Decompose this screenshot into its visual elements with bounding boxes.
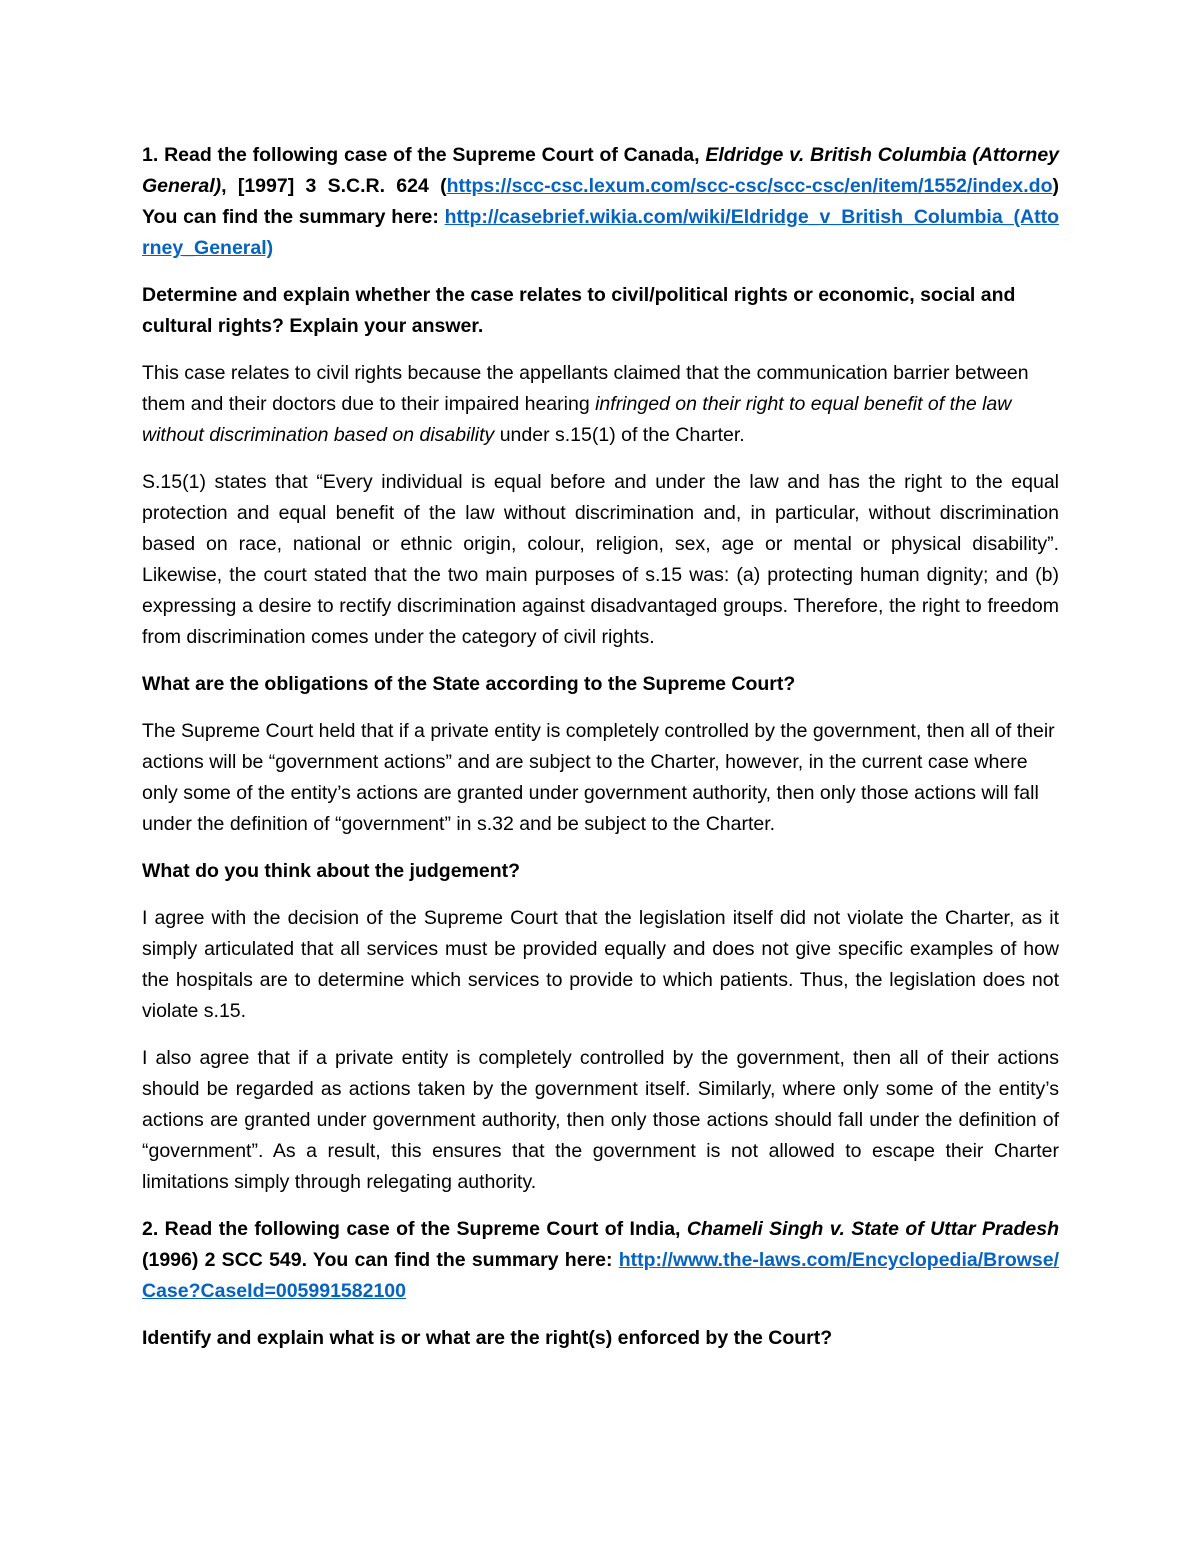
question-1c: What do you think about the judgement? xyxy=(142,860,521,882)
question-1a: Determine and explain whether the case relates to civil/political rights or economic, social and cultural rights? Explain your answer. xyxy=(142,284,1016,337)
answer-1b: The Supreme Court held that if a private entity is completely controlled by the government, then all of their actions will be “government actions” and are subject to the Charter, however, in the current case where only some of the entity’s actions are granted under government authority, then only those actions will fall under the definition of “government” in s.32 and be subject to the Charter. xyxy=(142,720,1055,835)
answer-1a-end: under s.15(1) of the Charter. xyxy=(499,424,745,446)
q1-summary-intro: ) You can find the summary here: xyxy=(142,175,1059,228)
answer-1a-paragraph-2: S.15(1) states that “Every individual is equal before and under the law and has the right to the equal protection and equal benefit of the law without discrimination and, in particular, without discrimination based on race, national or ethnic origin, colour, religion, sex, age or mental or physical disability”. Likewise, the court stated that the two main purposes of s.15 was: (a) protecting human dignity; and (b) expressing a desire to rectify discrimination against disadvantaged groups. Therefore, the right to freedom from discrimination comes under the category of civil rights. xyxy=(142,471,1059,648)
question-2-header xyxy=(142,1214,1059,1307)
q2-lead: 2. Read the following case of the Supreme Court of India, xyxy=(142,1218,681,1240)
question-2a: Identify and explain what is or what are the right(s) enforced by the Court? xyxy=(142,1327,833,1349)
q2-summary-link[interactable]: http://www.the-laws.com/Encyclopedia/Browse/Case?CaseId=005991582100 xyxy=(142,1249,1060,1302)
question-1b: What are the obligations of the State according to the Supreme Court? xyxy=(142,673,796,695)
q2-case-name: Chameli Singh v. State of Uttar Pradesh xyxy=(686,1218,1059,1240)
document-page xyxy=(142,140,1059,1370)
answer-1c-paragraph-1: I agree with the decision of the Supreme Court that the legislation itself did not violate the Charter, as it simply articulated that all services must be provided equally and does not give specific examples of how the hospitals are to determine which services to provide to which patients. Thus, the legislation does not violate s.15. xyxy=(142,907,1059,1022)
q1-lead: 1. Read the following case of the Supreme Court of Canada, xyxy=(142,144,700,166)
q1-case-link[interactable]: https://scc-csc.lexum.com/scc-csc/scc-csc/en/item/1552/index.do xyxy=(446,175,1053,197)
answer-1a-paragraph-1 xyxy=(142,358,1059,451)
answer-1c-paragraph-2: I also agree that if a private entity is completely controlled by the government, then all of their actions should be regarded as actions taken by the government itself. Similarly, where only some of the entity’s actions are granted under government authority, then only those actions should fall under the definition of “government”. As a result, this ensures that the government is not allowed to escape their Charter limitations simply through relegating authority. xyxy=(142,1047,1059,1193)
question-1-header xyxy=(142,140,1059,264)
answer-1a-start: This case relates to civil rights because the appellants claimed that the communication barrier between them and their doctors due to their impaired hearing xyxy=(142,362,1029,415)
q2-citation: (1996) 2 SCC 549. You can find the summary here: xyxy=(142,1249,613,1271)
q1-summary-link[interactable]: http://casebrief.wikia.com/wiki/Eldridge_v_British_Columbia_(Attorney_General) xyxy=(142,206,1060,259)
q1-case-name: Eldridge v. British Columbia (Attorney General) xyxy=(142,144,1060,197)
q1-citation: , [1997] 3 S.C.R. 624 ( xyxy=(221,175,447,197)
answer-1a-italic: infringed on their right to equal benefit of the law without discrimination based on disability xyxy=(142,393,1012,446)
